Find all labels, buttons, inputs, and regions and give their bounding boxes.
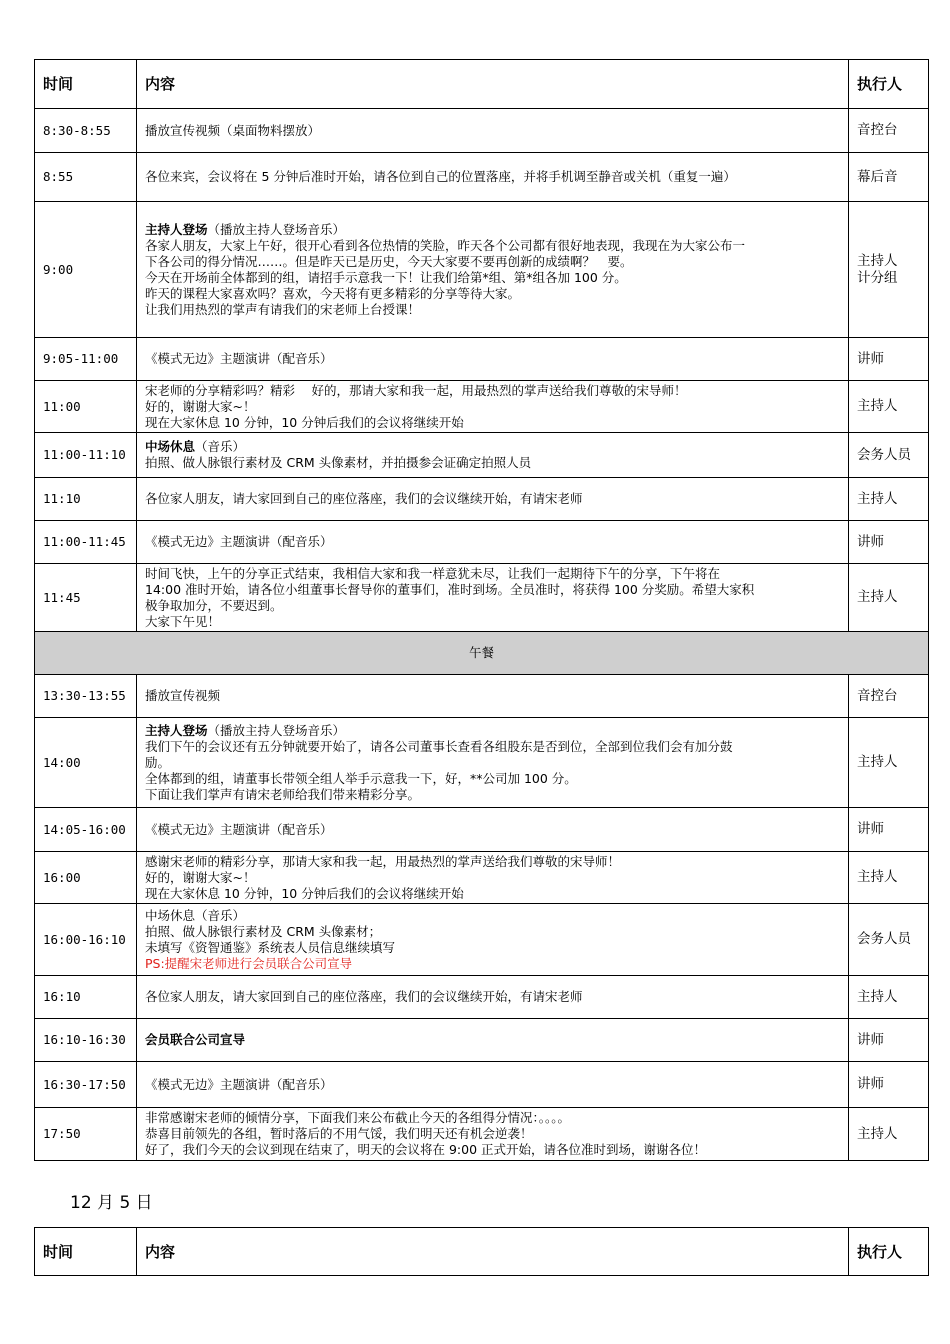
content-line: 14:00 准时开始，请各位小组董事长督导你的董事们，准时到场。全员准时，将获得 100 分奖励。希望大家积 [145,581,755,597]
content-line: 《模式无边》主题演讲（配音乐） [145,821,333,837]
row-executor [849,718,929,808]
header-executor: 执行人 [849,1228,929,1276]
schedule-body [35,109,929,1161]
header-time: 时间 [35,60,137,109]
executor-name: 主持人 [857,869,898,885]
row-time: 8:30-8:55 [35,109,137,153]
table-row [35,109,929,153]
row-time: 11:00-11:45 [35,521,137,564]
row-content [137,381,849,433]
row-content [137,202,849,338]
executor-name: 音控台 [857,687,898,704]
content-line: 未填写《资智通鉴》系统表人员信息继续填写 [145,939,396,955]
content-heading-line [145,723,840,739]
table-row [35,675,929,718]
content-line: 各位家人朋友，请大家回到自己的座位落座，我们的会议继续开始，有请宋老师 [145,989,583,1004]
header-content: 内容 [137,60,849,109]
content-heading-line [145,222,840,238]
executor-name: 计分组 [857,269,898,286]
content-heading: 主持人登场 [145,722,208,738]
table-row [35,433,929,478]
row-time: 13:30-13:55 [35,675,137,718]
reminder-note: PS:提醒宋老师进行会员联合公司宣导 [145,955,353,971]
row-content [137,852,849,904]
table-header-row [35,60,929,109]
row-time: 11:10 [35,478,137,521]
row-executor [849,564,929,632]
content-heading-line [145,1032,840,1048]
row-executor [849,1019,929,1062]
row-content [137,976,849,1019]
content-line: 《模式无边》主题演讲（配音乐） [145,351,333,366]
row-time: 14:00 [35,718,137,808]
row-content [137,1062,849,1108]
header-content: 内容 [137,1228,849,1276]
schedule-table-1 [34,59,929,1161]
table-row [35,976,929,1019]
row-executor [849,904,929,976]
content-line: 恭喜目前领先的各组，暂时落后的不用气馁，我们明天还有机会逆袭！ [145,1126,533,1141]
row-time: 9:05-11:00 [35,338,137,381]
row-executor [849,433,929,478]
row-content [137,718,849,808]
content-line: 好了，我们今天的会议到现在结束了，明天的会议将在 9:00 正式开始，请各位准时到场，谢谢各位！ [145,1142,707,1157]
executor-name: 会务人员 [857,931,911,947]
row-executor [849,976,929,1019]
row-time: 16:10 [35,976,137,1019]
row-time: 11:00-11:10 [35,433,137,478]
table-row [35,904,929,976]
content-line: 昨天的课程大家喜欢吗？喜欢，今天将有更多精彩的分享等待大家。 [145,285,521,301]
content-line: 下面让我们掌声有请宋老师给我们带来精彩分享。 [145,786,421,802]
row-content [137,1019,849,1062]
executor-name: 讲师 [857,533,884,550]
row-content [137,1108,849,1161]
table-row [35,1062,929,1108]
row-content [137,808,849,852]
executor-name: 主持人 [857,754,898,770]
executor-name: 主持人 [857,252,898,269]
content-line: 时间飞快，上午的分享正式结束，我相信大家和我一样意犹未尽，让我们一起期待下午的分享，下午将在 [145,565,721,581]
content-heading-note: （播放主持人登场音乐） [207,221,346,237]
content-heading: 中场休息 [145,439,196,454]
content-line: 拍照、做人脉银行素材及 CRM 头像素材； [145,923,382,939]
content-line: 各位来宾，会议将在 5 分钟后准时开始，请各位到自己的位置落座，并将手机调至静音或关机（重复一遍） [145,169,736,184]
content-line: 大家下午见！ [145,613,221,629]
row-time: 9:00 [35,202,137,338]
content-line: 极争取加分，不要迟到。 [145,597,283,613]
row-time: 16:10-16:30 [35,1019,137,1062]
table-row [35,521,929,564]
content-line: 《模式无边》主题演讲（配音乐） [145,534,333,549]
content-line: 让我们用热烈的掌声有请我们的宋老师上台授课！ [145,301,421,317]
table-header-row [35,1228,929,1276]
row-content [137,433,849,478]
content-heading-note: （播放主持人登场音乐） [207,722,346,738]
content-line: 我们下午的会议还有五分钟就要开始了，请各公司董事长查看各组股东是否到位，全部到位我们会有加分鼓 [145,738,733,754]
executor-name: 讲师 [857,1076,884,1092]
row-content [137,564,849,632]
content-line: 播放宣传视频（桌面物料摆放） [145,122,321,138]
row-time: 8:55 [35,153,137,202]
header-executor: 执行人 [849,60,929,109]
content-line: 好的，谢谢大家~！ [145,869,256,885]
executor-name: 讲师 [857,821,884,837]
content-line: 各位家人朋友，请大家回到自己的座位落座，我们的会议继续开始，有请宋老师 [145,491,583,506]
table-row [35,381,929,433]
row-time: 17:50 [35,1108,137,1161]
content-line: 播放宣传视频 [145,688,221,703]
table-row [35,808,929,852]
executor-name: 讲师 [857,350,884,367]
content-line: 宋老师的分享精彩吗？精彩 好的，那请大家和我一起，用最热烈的掌声送给我们尊敬的宋导师！ [145,382,687,398]
executor-name: 音控台 [857,122,898,138]
content-line: 全体都到的组，请董事长带领全组人举手示意我一下，好，**公司加 100 分。 [145,770,577,786]
row-executor [849,1062,929,1108]
content-line: 中场休息（音乐） [145,907,246,923]
table-row [35,1019,929,1062]
row-content [137,153,849,202]
row-time: 14:05-16:00 [35,808,137,852]
row-content [137,338,849,381]
row-executor [849,1108,929,1161]
content-line: 《模式无边》主题演讲（配音乐） [145,1076,333,1092]
row-executor [849,478,929,521]
executor-name: 讲师 [857,1031,884,1048]
table-row [35,718,929,808]
row-time: 16:00 [35,852,137,904]
row-time: 11:00 [35,381,137,433]
content-heading-note: （音乐） [195,439,246,454]
table-row [35,202,929,338]
header-time: 时间 [35,1228,137,1276]
table-row [35,852,929,904]
row-executor [849,852,929,904]
row-content [137,109,849,153]
content-line: 励。 [145,754,171,770]
table-row [35,1108,929,1161]
content-line: 拍照、做人脉银行素材及 CRM 头像素材，并拍摄参会证确定拍照人员 [145,455,532,470]
row-executor [849,675,929,718]
executor-name: 主持人 [857,589,898,605]
row-executor [849,109,929,153]
row-executor [849,202,929,338]
row-executor [849,338,929,381]
table-row [35,153,929,202]
row-content [137,904,849,976]
content-line: 现在大家休息 10 分钟，10 分钟后我们的会议将继续开始 [145,885,464,901]
table-row [35,564,929,632]
row-time: 11:45 [35,564,137,632]
row-content [137,478,849,521]
content-heading-line [145,439,840,455]
row-executor [849,153,929,202]
lunch-label: 午餐 [35,632,929,675]
row-executor [849,521,929,564]
row-content [137,521,849,564]
executor-name: 主持人 [857,398,898,414]
schedule-table-2 [34,1227,929,1276]
content-line: 好的，谢谢大家~！ [145,398,256,414]
executor-name: 会务人员 [857,446,911,463]
row-content [137,675,849,718]
table-row [35,478,929,521]
content-line: 下各公司的得分情况……。但是昨天已是历史，今天大家要不要再创新的成绩啊？ 要。 [145,253,633,269]
date-title: 12 月 5 日 [70,1193,153,1213]
row-time: 16:00-16:10 [35,904,137,976]
row-executor [849,808,929,852]
executor-name: 主持人 [857,490,898,507]
content-line: 今天在开场前全体都到的组，请招手示意我一下！让我们给第*组、第*组各加 100 分。 [145,269,627,285]
content-heading: 主持人登场 [145,221,208,237]
row-time: 16:30-17:50 [35,1062,137,1108]
executor-name: 主持人 [857,1125,898,1142]
table-row [35,338,929,381]
row-executor [849,381,929,433]
content-line: 各家人朋友，大家上午好，很开心看到各位热情的笑脸，昨天各个公司都有很好地表现，我现在为大家公布一 [145,237,746,253]
executor-name: 幕后音 [857,168,898,185]
content-line: 现在大家休息 10 分钟，10 分钟后我们的会议将继续开始 [145,414,464,430]
executor-name: 主持人 [857,988,898,1005]
content-line: 感谢宋老师的精彩分享，那请大家和我一起，用最热烈的掌声送给我们尊敬的宋导师！ [145,853,621,869]
content-line: 非常感谢宋老师的倾情分享，下面我们来公布截止今天的各组得分情况：。。。。 [145,1110,571,1125]
lunch-row [35,632,929,675]
content-heading: 会员联合公司宣导 [145,1032,246,1047]
